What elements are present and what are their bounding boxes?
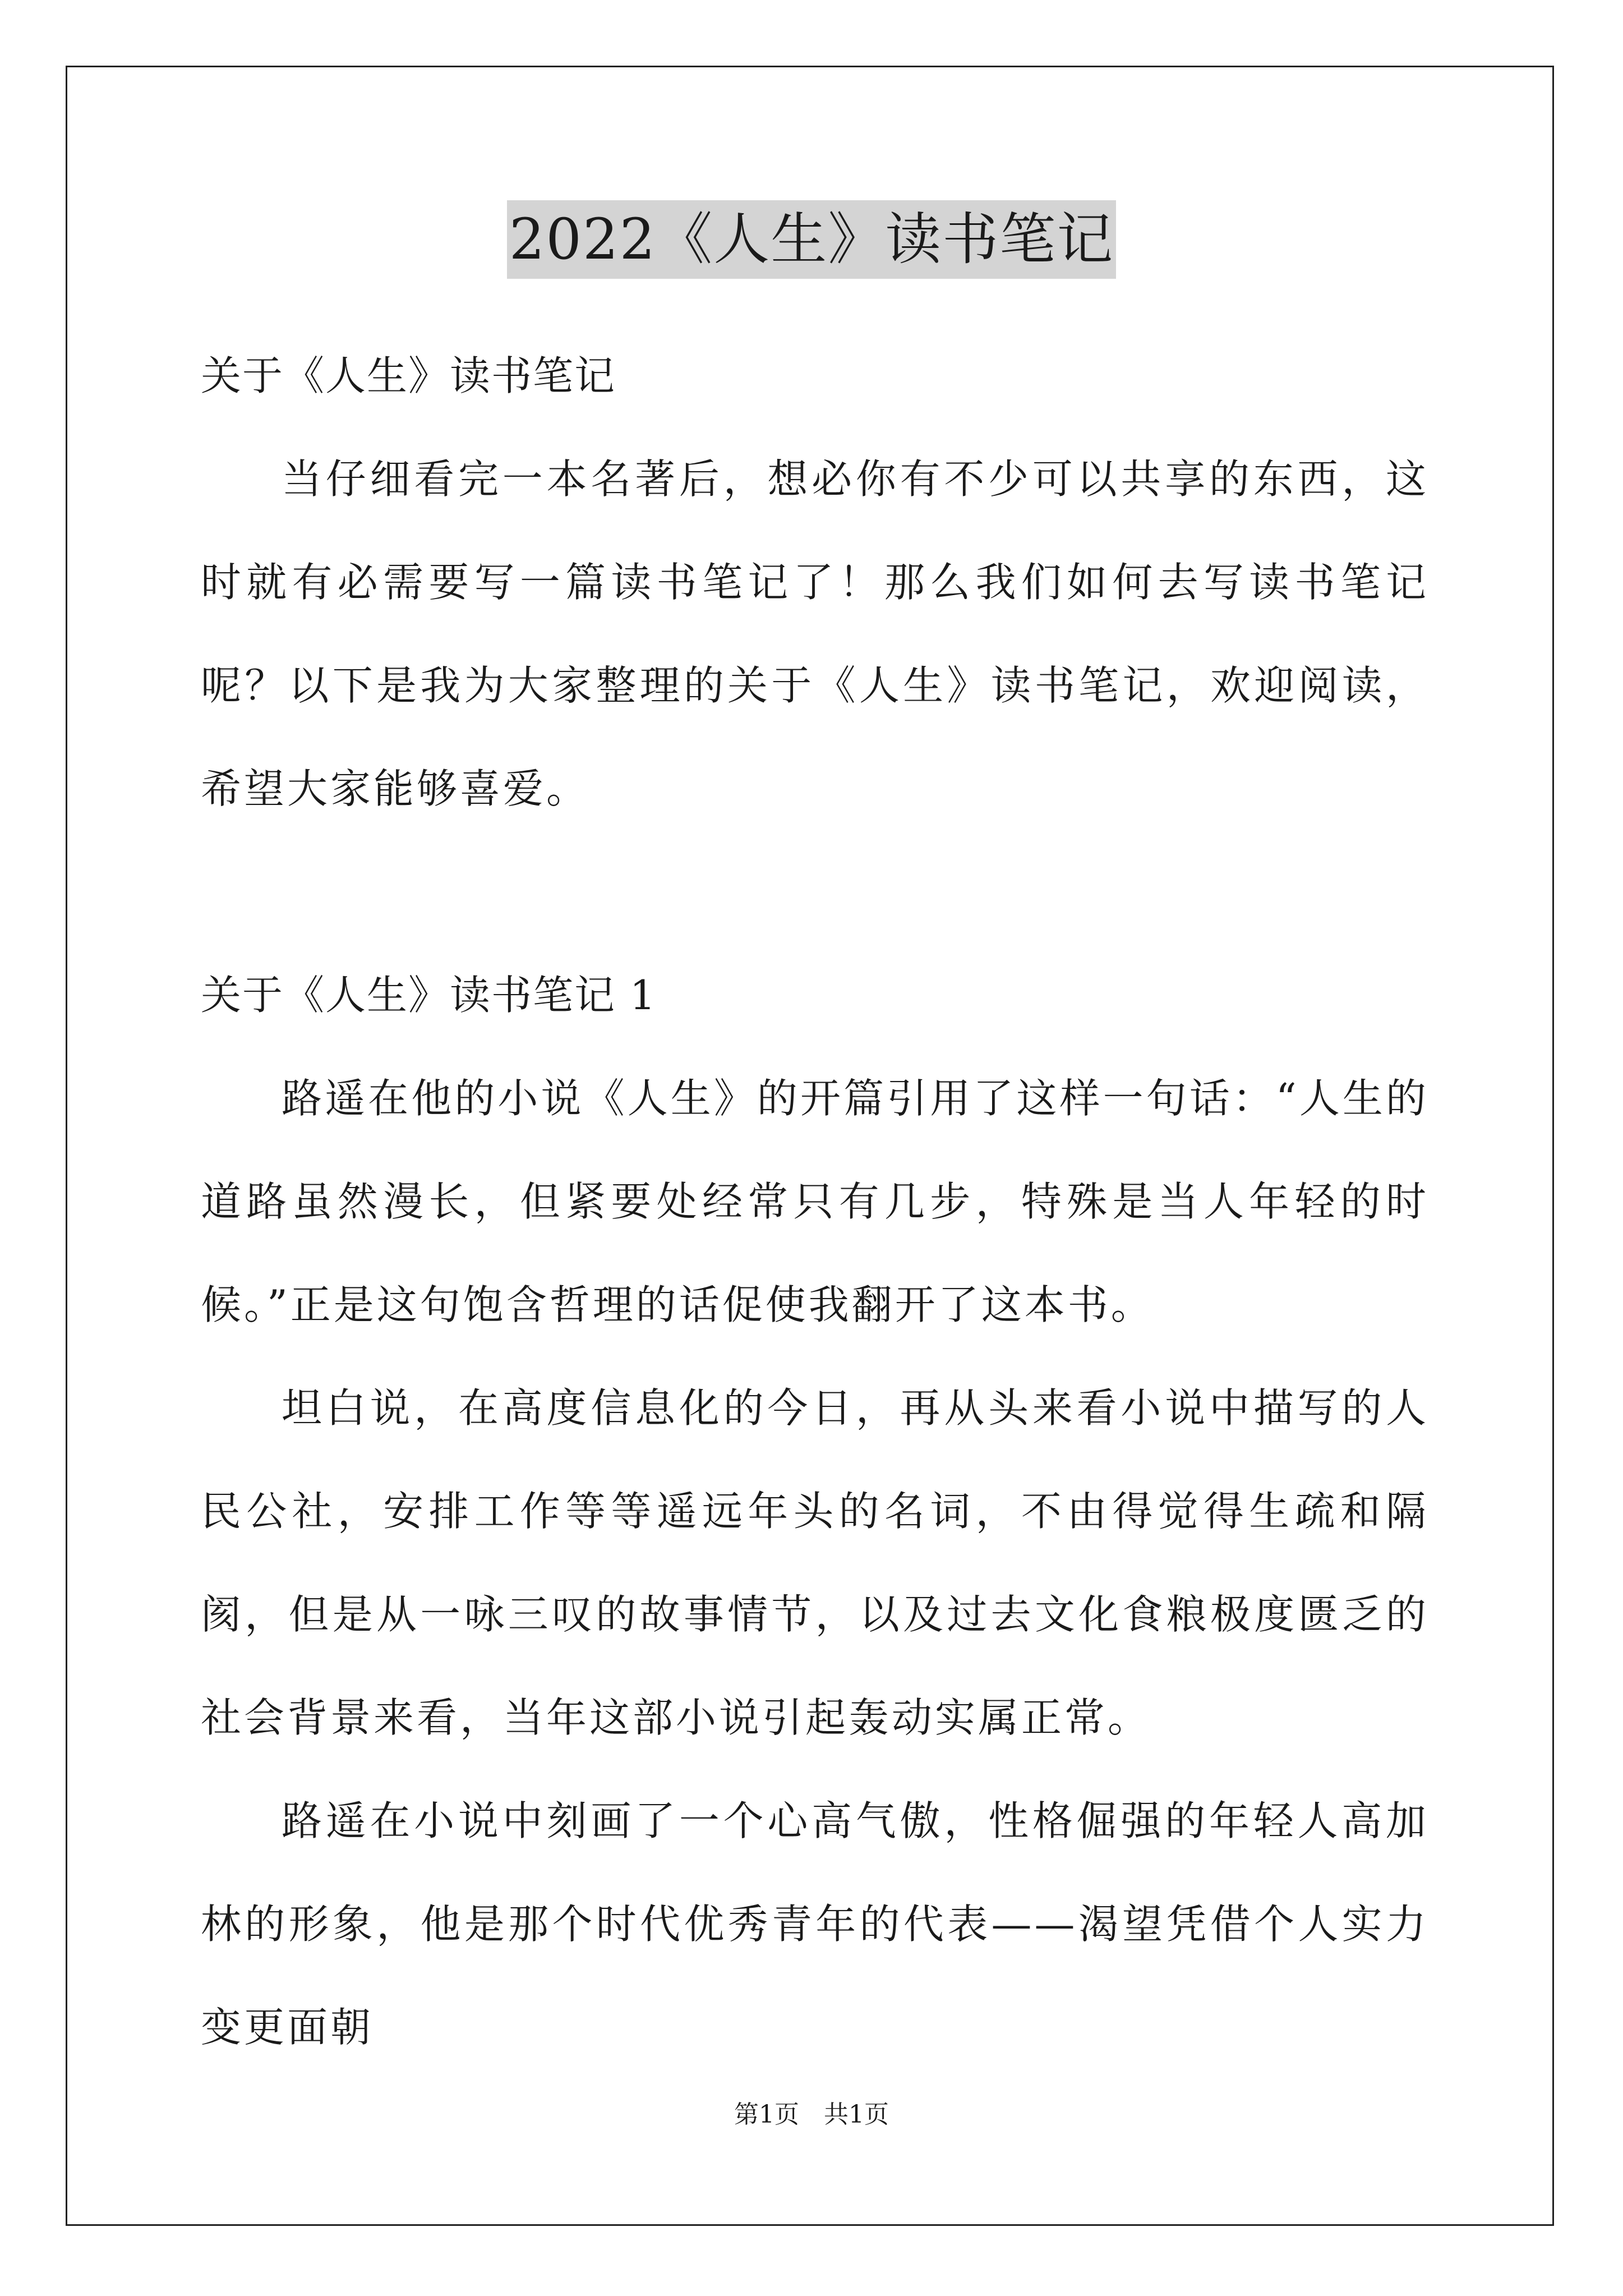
section-heading: 关于《人生》读书笔记 1	[201, 972, 657, 1019]
body-paragraph-3: 路遥在小说中刻画了一个心高气傲，性格倔强的年轻人高加林的形象，他是那个时代优秀青年的代表——渴望凭借个人实力变更面朝	[201, 1797, 1429, 2051]
document-title: 2022《人生》读书笔记	[507, 200, 1117, 279]
page-footer: 第1页 共1页	[734, 2100, 889, 2129]
title-wrapper	[0, 200, 1623, 279]
body-paragraph-1: 路遥在他的小说《人生》的开篇引用了这样一句话：“人生的道路虽然漫长，但紧要处经常只有几步，特殊是当人年轻的时候。”正是这句饱含哲理的话促使我翻开了这本书。	[201, 1075, 1429, 1328]
body-paragraph-2: 坦白说，在高度信息化的今日，再从头来看小说中描写的人民公社，安排工作等等遥远年头的名词，不由得觉得生疏和隔阂，但是从一咏三叹的故事情节，以及过去文化食粮极度匮乏的社会背景来看，当年这部小说引起轰动实属正常。	[201, 1384, 1429, 1741]
section-spacer	[201, 840, 1429, 944]
document-body	[201, 324, 1429, 2079]
intro-paragraph: 当仔细看完一本名著后，想必你有不少可以共享的东西，这时就有必需要写一篇读书笔记了！那么我们如何去写读书笔记呢？以下是我为大家整理的关于《人生》读书笔记，欢迎阅读，希望大家能够喜爱。	[201, 455, 1429, 812]
intro-heading: 关于《人生》读书笔记	[201, 352, 616, 399]
